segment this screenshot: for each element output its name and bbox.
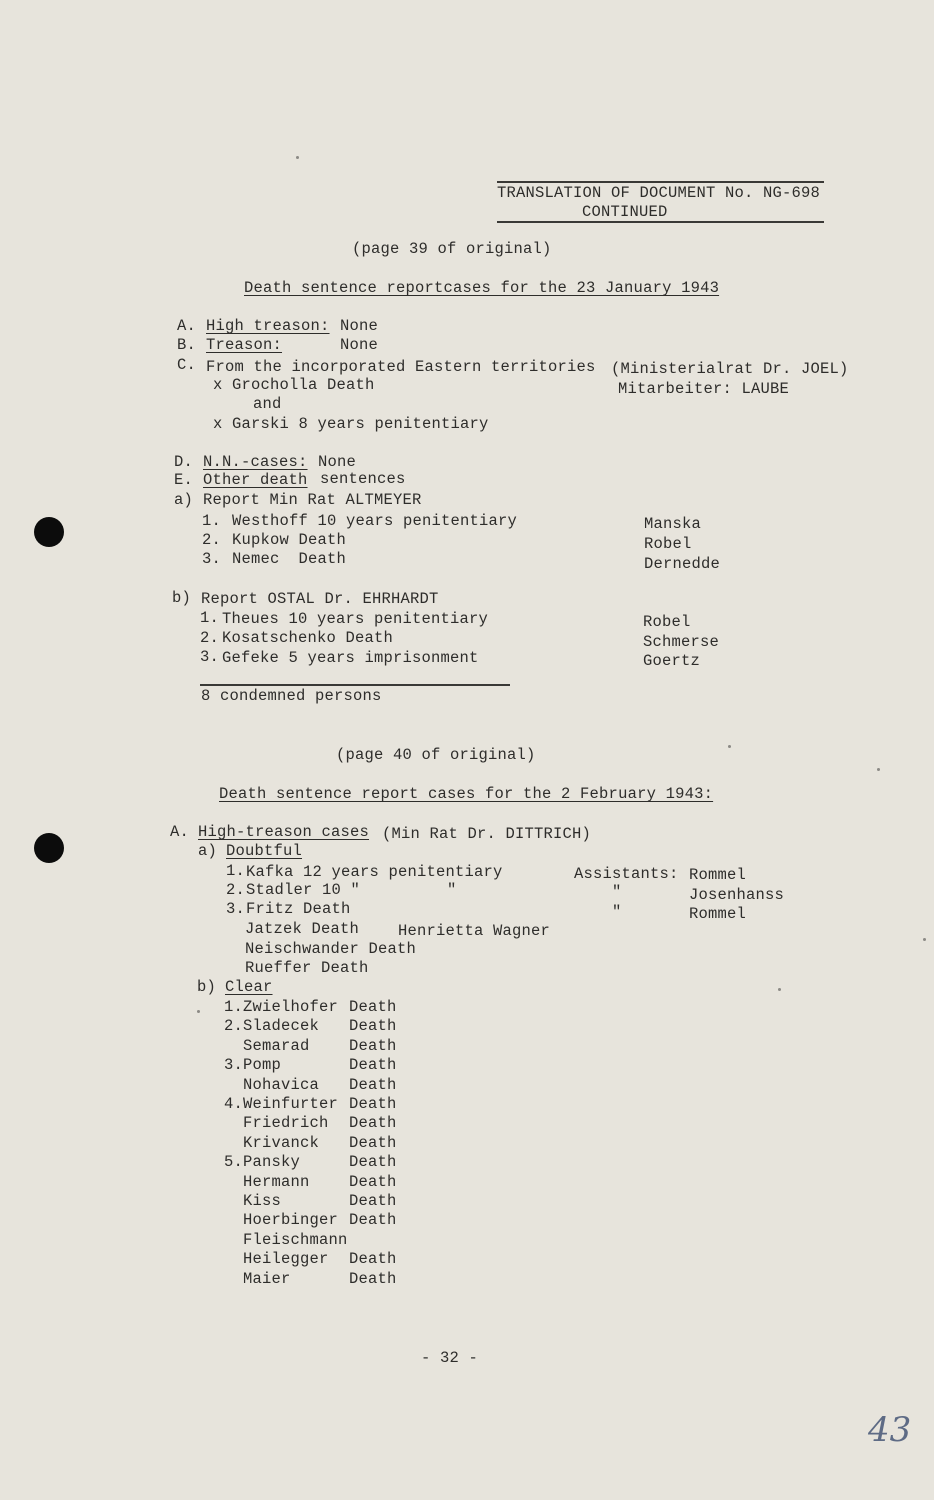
- item-eb-prefix: b): [172, 589, 192, 607]
- doubtful-entry-4-text: Jatzek Death: [245, 920, 360, 938]
- clear-entry-verdict: Death: [349, 1134, 397, 1152]
- clear-entry-name: Maier: [243, 1270, 291, 1288]
- paper-speck: [197, 1010, 200, 1013]
- clear-entry-verdict: Death: [349, 1076, 397, 1094]
- page-reference-40: (page 40 of original): [336, 746, 536, 764]
- item-c-official: (Ministerialrat Dr. JOEL): [611, 360, 849, 378]
- clear-entry-verdict: Death: [349, 1114, 397, 1132]
- clear-entry-num: 5.: [224, 1153, 244, 1171]
- clear-entry-name: Nohavica: [243, 1076, 320, 1094]
- item-c-entry-2: x Garski 8 years penitentiary: [213, 415, 489, 433]
- clear-entry-name: Fleischmann: [243, 1231, 348, 1249]
- clear-entry-verdict: Death: [349, 1211, 397, 1229]
- header-rule-bottom: [497, 221, 824, 223]
- paper-speck: [728, 745, 731, 748]
- clear-prefix: b): [197, 978, 217, 996]
- paper-speck: [923, 938, 926, 941]
- item-a-prefix: A.: [177, 317, 197, 335]
- doubtful-prefix: a): [198, 842, 218, 860]
- total-rule: [200, 684, 510, 686]
- paper-speck: [877, 768, 880, 771]
- s2-item-a-prefix: A.: [170, 823, 190, 841]
- s2-item-a-label: High-treason cases: [198, 823, 370, 841]
- clear-entry-verdict: Death: [349, 1250, 397, 1268]
- doubtful-entry-2-text: Stadler 10 ": [246, 881, 361, 899]
- clear-entry-num: 4.: [224, 1095, 244, 1113]
- ditto-mark: ": [612, 883, 622, 901]
- doubtful-entry-1-text: Kafka 12 years penitentiary: [246, 863, 503, 881]
- item-eb-report: Report OSTAL Dr. EHRHARDT: [201, 590, 439, 608]
- item-d-value: None: [318, 453, 357, 471]
- section2-heading: Death sentence report cases for the 2 February 1943:: [219, 785, 714, 803]
- doubtful-entry-2-assistant: Josenhanss: [689, 886, 785, 904]
- clear-entry-verdict: Death: [349, 1173, 397, 1191]
- clear-entry-verdict: Death: [349, 1037, 397, 1055]
- ea-entry-3-text: Nemec Death: [232, 550, 347, 568]
- eb-entry-2-num: 2.: [200, 629, 220, 647]
- clear-entry-verdict: Death: [349, 1095, 397, 1113]
- ea-entry-3-num: 3.: [202, 550, 222, 568]
- s2-item-a-official: (Min Rat Dr. DITTRICH): [382, 825, 592, 843]
- clear-entry-name: Friedrich: [243, 1114, 329, 1132]
- eb-entry-1-num: 1.: [200, 609, 220, 627]
- eb-entry-3-num: 3.: [200, 648, 220, 666]
- item-b-label: Treason:: [206, 336, 283, 354]
- item-ea-report: Report Min Rat ALTMEYER: [203, 491, 422, 509]
- item-a-value: None: [340, 317, 379, 335]
- item-e-prefix: E.: [174, 471, 194, 489]
- doubtful-entry-6-text: Rueffer Death: [245, 959, 369, 977]
- clear-entry-verdict: Death: [349, 998, 397, 1016]
- eb-entry-1-text: Theues 10 years penitentiary: [222, 610, 489, 628]
- eb-entry-1-name: Robel: [643, 613, 691, 631]
- document-title: TRANSLATION OF DOCUMENT No. NG-698: [497, 184, 821, 202]
- item-c-entry-1: x Grocholla Death: [213, 376, 375, 394]
- ea-entry-2-name: Robel: [644, 535, 692, 553]
- clear-entry-verdict: Death: [349, 1056, 397, 1074]
- doubtful-entry-3-num: 3.: [226, 900, 246, 918]
- item-d-prefix: D.: [174, 453, 194, 471]
- paper-speck: [778, 988, 781, 991]
- paper-speck: [296, 156, 299, 159]
- ea-entry-1-text: Westhoff 10 years penitentiary: [232, 512, 518, 530]
- eb-entry-2-text: Kosatschenko Death: [222, 629, 394, 647]
- item-b-prefix: B.: [177, 336, 197, 354]
- ea-entry-1-num: 1.: [202, 512, 222, 530]
- ea-entry-3-name: Dernedde: [644, 555, 721, 573]
- clear-entry-name: Semarad: [243, 1037, 310, 1055]
- eb-entry-3-name: Goertz: [643, 652, 701, 670]
- ea-entry-2-text: Kupkow Death: [232, 531, 347, 549]
- item-e-label: Other death: [203, 471, 308, 489]
- item-c-text: From the incorporated Eastern territories: [206, 358, 596, 376]
- clear-entry-name: Hermann: [243, 1173, 310, 1191]
- punch-hole-top: [34, 517, 64, 547]
- page-number: - 32 -: [421, 1349, 479, 1367]
- clear-entry-verdict: Death: [349, 1153, 397, 1171]
- item-ea-prefix: a): [174, 491, 194, 509]
- clear-entry-name: Pomp: [243, 1056, 282, 1074]
- clear-entry-name: Zwielhofer: [243, 998, 339, 1016]
- punch-hole-bottom: [34, 833, 64, 863]
- clear-entry-verdict: Death: [349, 1017, 397, 1035]
- item-a-label: High treason:: [206, 317, 330, 335]
- doubtful-entry-1-num: 1.: [226, 862, 246, 880]
- ea-entry-1-name: Manska: [644, 515, 702, 533]
- ea-entry-2-num: 2.: [202, 531, 222, 549]
- clear-entry-num: 2.: [224, 1017, 244, 1035]
- clear-entry-name: Hoerbinger: [243, 1211, 339, 1229]
- item-b-value: None: [340, 336, 379, 354]
- document-subtitle: CONTINUED: [582, 203, 668, 221]
- doubtful-entry-2-num: 2.: [226, 881, 246, 899]
- clear-entry-num: 3.: [224, 1056, 244, 1074]
- item-d-label: N.N.-cases:: [203, 453, 308, 471]
- doubtful-entry-1-assistant: Rommel: [689, 866, 747, 884]
- doubtful-entry-3-assistant: Rommel: [689, 905, 747, 923]
- eb-entry-2-name: Schmerse: [643, 633, 720, 651]
- assistants-label: Assistants:: [574, 865, 679, 883]
- item-c-assistant: Mitarbeiter: LAUBE: [618, 380, 790, 398]
- clear-entry-name: Kiss: [243, 1192, 282, 1210]
- clear-entry-num: 1.: [224, 998, 244, 1016]
- page-reference-39: (page 39 of original): [352, 240, 552, 258]
- doubtful-entry-5-text: Neischwander Death: [245, 940, 417, 958]
- clear-entry-name: Heilegger: [243, 1250, 329, 1268]
- clear-entry-name: Pansky: [243, 1153, 301, 1171]
- item-c-and: and: [253, 395, 282, 413]
- item-e-value: sentences: [320, 470, 406, 488]
- clear-entry-name: Sladecek: [243, 1017, 320, 1035]
- section1-total: 8 condemned persons: [201, 687, 382, 705]
- clear-label: Clear: [225, 978, 273, 996]
- section1-heading: Death sentence reportcases for the 23 January 1943: [244, 279, 720, 297]
- clear-entry-name: Krivanck: [243, 1134, 320, 1152]
- eb-entry-3-text: Gefeke 5 years imprisonment: [222, 649, 479, 667]
- ditto-mark: ": [447, 881, 457, 899]
- clear-entry-name: Weinfurter: [243, 1095, 339, 1113]
- doubtful-entry-3-text: Fritz Death: [246, 900, 351, 918]
- item-c-prefix: C.: [177, 356, 197, 374]
- clear-entry-verdict: Death: [349, 1270, 397, 1288]
- doubtful-label: Doubtful: [226, 842, 303, 860]
- ditto-mark: ": [612, 903, 622, 921]
- handwritten-page-number: 43: [868, 1410, 912, 1450]
- jatzek-note: Henrietta Wagner: [398, 922, 551, 940]
- header-rule-top: [497, 181, 824, 183]
- clear-entry-verdict: Death: [349, 1192, 397, 1210]
